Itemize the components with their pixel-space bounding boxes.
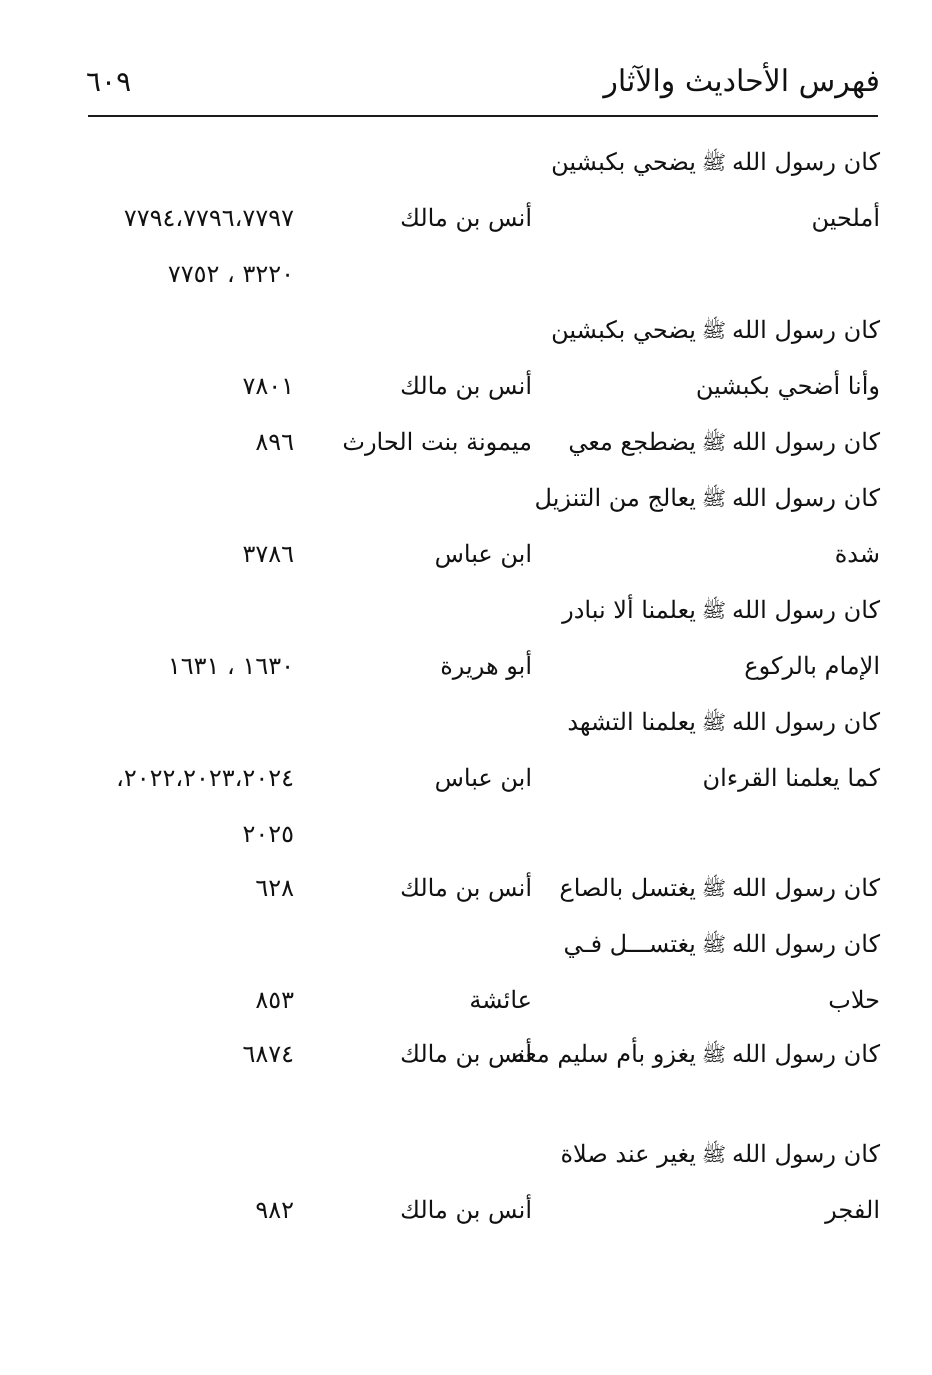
hadith-text: [744, 644, 880, 688]
index-line: [0, 756, 932, 800]
hadith-text-start: كما يعلمنا القرءان: [702, 764, 880, 792]
hadith-numbers: ٦٨٧٤: [242, 1040, 294, 1068]
index-line: [0, 866, 932, 910]
hadith-text: [568, 420, 880, 466]
narrator: أنس بن مالك: [400, 372, 532, 400]
index-line: [0, 532, 932, 576]
header-rule: [88, 115, 878, 117]
hadith-text: [696, 364, 880, 408]
hadith-text-end: يعلمنا ألا نبادر: [562, 596, 696, 624]
hadith-text-end: يضحي بكبشين: [551, 148, 696, 176]
hadith-text-start: كان رسول الله: [732, 1140, 880, 1168]
hadith-text-start: شدة: [834, 540, 880, 568]
salawat-symbol: ﷺ: [701, 1041, 727, 1066]
salawat-symbol: ﷺ: [701, 709, 727, 734]
index-line: [0, 1132, 932, 1176]
index-line: [0, 1188, 932, 1232]
hadith-text-start: كان رسول الله: [732, 930, 880, 958]
hadith-text-start: كان رسول الله: [732, 316, 880, 344]
narrator: أنس بن مالك: [400, 204, 532, 232]
index-line: [0, 588, 932, 632]
hadith-text-start: كان رسول الله: [732, 428, 880, 456]
index-line: [0, 252, 932, 296]
hadith-text: [535, 476, 880, 522]
hadith-text: [551, 140, 880, 186]
salawat-symbol: ﷺ: [701, 149, 727, 174]
hadith-text-start: كان رسول الله: [732, 1040, 880, 1068]
hadith-text: [567, 700, 880, 746]
salawat-symbol: ﷺ: [701, 597, 727, 622]
hadith-numbers: ٧٧٩٤،٧٧٩٦،٧٧٩٧: [123, 204, 294, 232]
hadith-text: [562, 588, 880, 634]
hadith-numbers: ٣٢٢٠ ، ٧٧٥٢: [167, 260, 294, 288]
index-line: [0, 812, 932, 856]
narrator: أنس بن مالك: [400, 1040, 532, 1068]
hadith-numbers: ١٦٣٠ ، ١٦٣١: [167, 652, 294, 680]
hadith-numbers: ٢٠٢٢،٢٠٢٣،٢٠٢٤،: [116, 764, 294, 792]
hadith-text-end: يغتســـل فـي: [563, 930, 696, 958]
salawat-symbol: ﷺ: [701, 317, 727, 342]
hadith-text-end: يغزو بأم سليم معه: [512, 1040, 696, 1068]
hadith-text-end: يغير عند صلاة: [560, 1140, 696, 1168]
hadith-text: [703, 756, 880, 800]
narrator: ميمونة بنت الحارث: [342, 428, 532, 456]
hadith-numbers: ٦٢٨: [255, 874, 294, 902]
hadith-text-end: يغتسل بالصاع: [559, 874, 696, 902]
hadith-text-start: وأنا أضحي بكبشين: [695, 372, 880, 400]
salawat-symbol: ﷺ: [701, 429, 727, 454]
index-line: [0, 644, 932, 688]
hadith-text-start: الفجر: [825, 1196, 880, 1224]
hadith-text: [825, 1188, 880, 1232]
index-line: [0, 978, 932, 1022]
hadith-text-start: كان رسول الله: [732, 484, 880, 512]
hadith-text: [564, 922, 880, 968]
salawat-symbol: ﷺ: [701, 875, 727, 900]
index-line: [0, 420, 932, 464]
hadith-numbers: ٣٧٨٦: [242, 540, 294, 568]
hadith-text-end: يعلمنا التشهد: [567, 708, 696, 736]
hadith-text: [512, 1032, 880, 1078]
hadith-text-start: كان رسول الله: [732, 148, 880, 176]
narrator: أبو هريرة: [440, 652, 532, 680]
hadith-text: [828, 978, 880, 1022]
hadith-numbers: ٩٨٢: [255, 1196, 294, 1224]
index-line: [0, 364, 932, 408]
hadith-numbers: ٢٠٢٥: [242, 820, 294, 848]
index-line: [0, 1032, 932, 1076]
hadith-numbers: ٧٨٠١: [242, 372, 294, 400]
hadith-text-end: يعالج من التنزيل: [534, 484, 696, 512]
hadith-numbers: ٨٩٦: [255, 428, 294, 456]
hadith-text-end: يضطجع معي: [568, 428, 696, 456]
hadith-text-start: كان رسول الله: [732, 708, 880, 736]
narrator: أنس بن مالك: [400, 1196, 532, 1224]
index-line: [0, 700, 932, 744]
hadith-text-start: أملحين: [811, 204, 880, 232]
hadith-text-start: الإمام بالركوع: [744, 652, 880, 680]
narrator: عائشة: [469, 986, 532, 1014]
index-line: [0, 308, 932, 352]
salawat-symbol: ﷺ: [701, 1141, 727, 1166]
index-line: [0, 476, 932, 520]
narrator: ابن عباس: [434, 540, 532, 568]
hadith-text: [560, 1132, 880, 1178]
hadith-text: [812, 196, 880, 240]
hadith-text-start: كان رسول الله: [732, 596, 880, 624]
hadith-text-start: كان رسول الله: [732, 874, 880, 902]
hadith-text: [559, 866, 880, 912]
hadith-numbers: ٨٥٣: [255, 986, 294, 1014]
hadith-text-end: يضحي بكبشين: [551, 316, 696, 344]
narrator: أنس بن مالك: [400, 874, 532, 902]
page-header-title: فهرس الأحاديث والآثار: [603, 64, 880, 99]
hadith-text: [835, 532, 880, 576]
page-number: ٦٠٩: [86, 65, 132, 98]
salawat-symbol: ﷺ: [701, 485, 727, 510]
salawat-symbol: ﷺ: [701, 931, 727, 956]
index-line: [0, 922, 932, 966]
index-line: [0, 196, 932, 240]
index-line: [0, 140, 932, 184]
narrator: ابن عباس: [434, 764, 532, 792]
hadith-text-start: حلاب: [828, 986, 880, 1014]
hadith-text: [551, 308, 880, 354]
